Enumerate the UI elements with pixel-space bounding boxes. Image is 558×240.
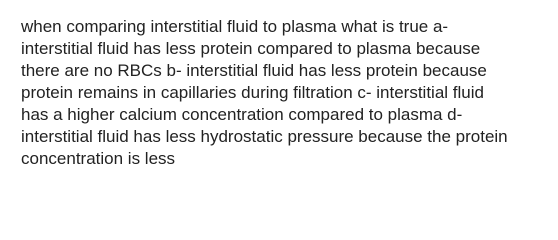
question-line: concentration is less (21, 149, 176, 168)
question-line: interstitial fluid has less hydrostatic pressure because the protein (21, 127, 508, 146)
question-line: protein remains in capillaries during filtration c- interstitial fluid (21, 83, 484, 102)
question-text (21, 16, 551, 170)
question-line: there are no RBCs b- interstitial fluid has less protein because (21, 61, 487, 80)
question-line: has a higher calcium concentration compared to plasma d- (21, 105, 463, 124)
question-line: interstitial fluid has less protein compared to plasma because (21, 39, 481, 58)
question-line: when comparing interstitial fluid to plasma what is true a- (21, 17, 449, 36)
